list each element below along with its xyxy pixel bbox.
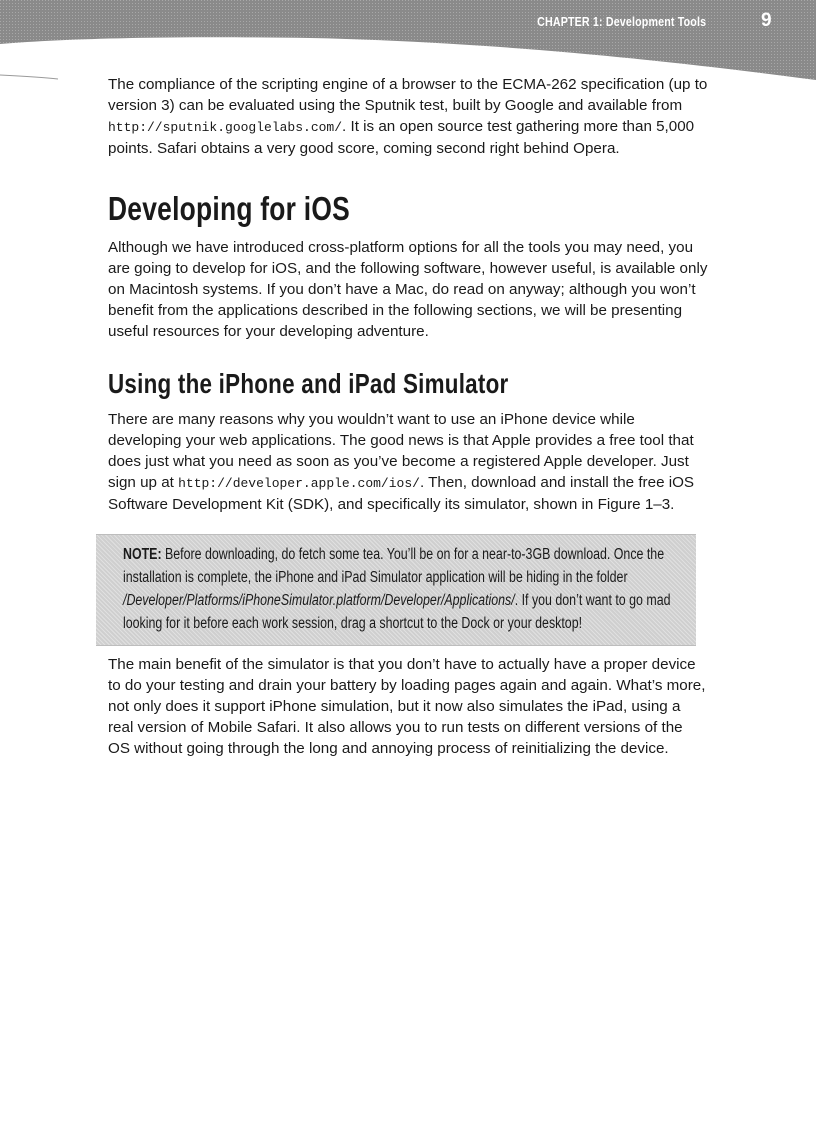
simulator-paragraph: [108, 409, 708, 515]
note-text: [123, 543, 683, 635]
sputnik-url: http://sputnik.googlelabs.com/: [108, 120, 343, 135]
section-heading-simulator: Using the iPhone and iPad Simulator: [108, 368, 509, 399]
simulator-folder-path: /Developer/Platforms/iPhoneSimulator.platform/Developer/Applications/: [123, 592, 515, 609]
chapter-title: CHAPTER 1: Development Tools: [536, 14, 706, 29]
simulator-text-start: There are many reasons why you wouldn’t want to use an iPhone device while developing your web applications. The good news is that Apple provides a free tool that does just what you need as soon as you’ve become a registered Apple developer. Just sign up at: [108, 411, 694, 491]
simulator-text-end: . Then, download and install the free iOS Software Development Kit (SDK), and specifically its simulator, shown in Figure 1–3.: [108, 474, 695, 513]
apple-developer-url: http://developer.apple.com/ios/: [178, 476, 420, 491]
note-text-end: . If you don’t want to go mad looking for it before each work session, drag a shortcut to the Dock or your desktop!: [123, 592, 671, 632]
intro-paragraph: [108, 74, 708, 159]
page-content: [108, 74, 708, 759]
page-number: 9: [761, 10, 772, 31]
intro-text-start: The compliance of the scripting engine of a browser to the ECMA-262 specification (up to version 3) can be evaluated using the Sputnik test, built by Google and available from: [108, 76, 708, 114]
chapter-header-band: [0, 0, 816, 80]
note-label: NOTE:: [123, 546, 162, 563]
ios-paragraph: Although we have introduced cross-platform options for all the tools you may need, you are going to develop for iOS, and the following software, however useful, is available only on Macintosh systems. If you don’t have a Mac, do read on anyway; although you won’t benefit from the applications described in the following sections, we will be presenting useful resources for your developing adventure.: [108, 239, 708, 340]
note-box: [96, 534, 696, 646]
section-heading-ios: Developing for iOS: [108, 190, 350, 227]
closing-paragraph: The main benefit of the simulator is that you don’t have to actually have a proper device to do your testing and drain your battery by loading pages again and again. What’s more, not only does it support iPhone simulation, but it now also simulates the iPad, using a real version of Mobile Safari. It also allows you to run tests on different versions of the OS without going through the long and annoying process of reinitializing the device.: [108, 656, 706, 757]
note-text-start: Before downloading, do fetch some tea. You’ll be on for a near-to-3GB download. Once the installation is complete, the iPhone and iPad Simulator application will be hiding in the folder: [123, 546, 665, 586]
intro-text-end: . It is an open source test gathering more than 5,000 points. Safari obtains a very good score, coming second right behind Opera.: [108, 118, 695, 157]
